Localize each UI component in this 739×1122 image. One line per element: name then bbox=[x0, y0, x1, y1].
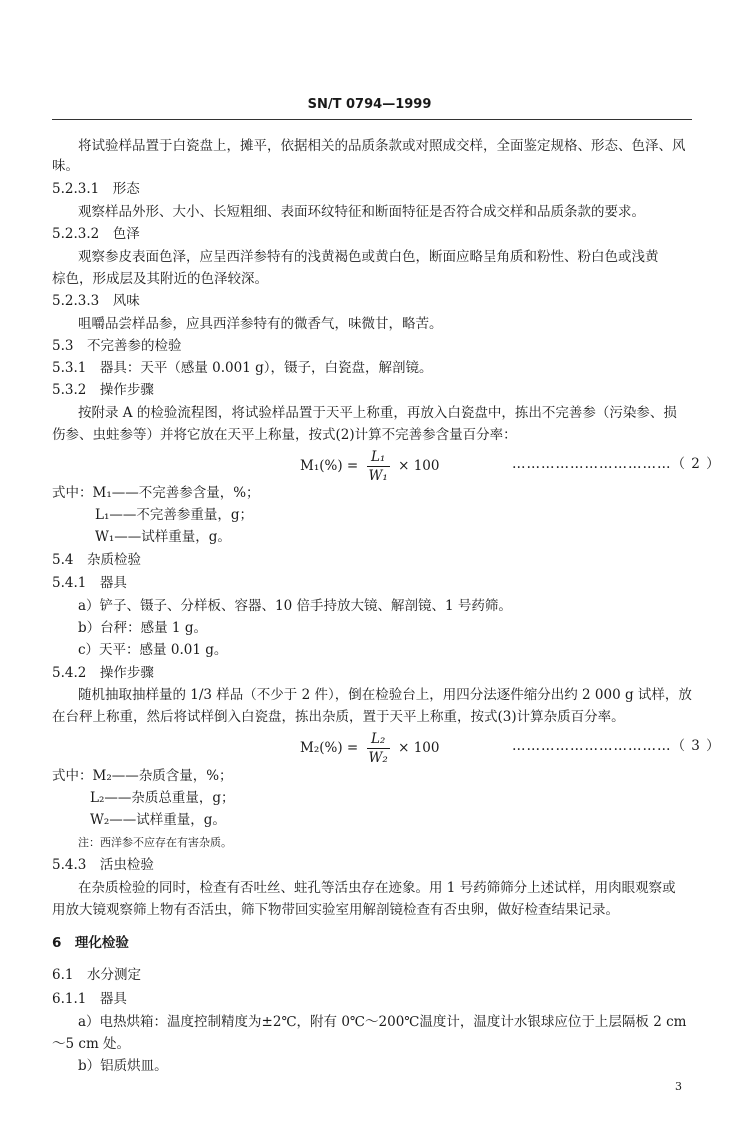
section-heading: 5.4.3 活虫检验 bbox=[52, 857, 154, 873]
where-line: L₂——杂质总重量，g； bbox=[90, 790, 235, 806]
formula-denominator: W₁ bbox=[368, 468, 388, 485]
where-line: L₁——不完善参重量，g； bbox=[95, 507, 254, 523]
list-item: c）天平：感量 0.01 g。 bbox=[78, 642, 228, 658]
formula-3 bbox=[300, 730, 439, 767]
paragraph-line: 按附录 A 的检验流程图，将试验样品置于天平上称重，再放入白瓷盘中，拣出不完善参（污染参、损 bbox=[78, 405, 677, 421]
paragraph-line: 观察样品外形、大小、长短粗细、表面环纹特征和断面特征是否符合成交样和品质条款的要求。 bbox=[78, 204, 645, 220]
page-number: 3 bbox=[675, 1080, 682, 1093]
standard-code-header: SN/T 0794—1999 bbox=[307, 97, 432, 112]
equation-number: ……………………………（ 2 ） bbox=[512, 456, 721, 472]
formula-2 bbox=[300, 448, 439, 485]
paragraph-line: 在台秤上称重，然后将试样倒入白瓷盘，拣出杂质，置于天平上称重，按式(3)计算杂质百分率。 bbox=[52, 709, 625, 725]
formula-rhs: × 100 bbox=[398, 458, 440, 475]
paragraph-line: 味。 bbox=[52, 158, 79, 174]
where-line: W₁——试样重量，g。 bbox=[95, 529, 231, 545]
paragraph-line: 伤参、虫蛀参等）并将它放在天平上称量，按式(2)计算不完善参含量百分率： bbox=[52, 427, 517, 443]
paragraph-line: 用放大镜观察筛上物有否活虫，筛下物带回实验室用解剖镜检查有否虫卵，做好检查结果记录。 bbox=[52, 902, 619, 918]
section-heading: 6.1 水分测定 bbox=[52, 967, 141, 983]
where-line: W₂——试样重量，g。 bbox=[90, 812, 226, 828]
chapter-heading: 6 理化检验 bbox=[52, 935, 129, 951]
list-item: b）台秤：感量 1 g。 bbox=[78, 620, 207, 636]
formula-numerator: L₂ bbox=[367, 730, 390, 749]
header-rule bbox=[52, 119, 692, 120]
list-item: a）铲子、镊子、分样板、容器、10 倍手持放大镜、解剖镜、1 号药筛。 bbox=[78, 598, 512, 614]
section-heading: 6.1.1 器具 bbox=[52, 991, 127, 1007]
paragraph-line: 棕色，形成层及其附近的色泽较深。 bbox=[52, 271, 268, 287]
equation-number: ……………………………（ 3 ） bbox=[512, 738, 721, 754]
paragraph-line: 将试验样品置于白瓷盘上，摊平，依据相关的品质条款或对照成交样，全面鉴定规格、形态、色泽、风 bbox=[78, 138, 686, 154]
section-heading: 5.4 杂质检验 bbox=[52, 552, 141, 568]
paragraph-line: 观察参皮表面色泽，应呈西洋参特有的浅黄褐色或黄白色，断面应略呈角质和粉性、粉白色或浅黄 bbox=[78, 249, 659, 265]
section-heading: 5.3.1 器具：天平（感量 0.001 g），镊子，白瓷盘，解剖镜。 bbox=[52, 360, 433, 376]
list-item: a）电热烘箱：温度控制精度为±2℃，附有 0℃～200℃温度计，温度计水银球应位于上层隔板 2 cm bbox=[78, 1014, 687, 1030]
formula-numerator: L₁ bbox=[367, 448, 390, 467]
paragraph-line: 随机抽取抽样量的 1/3 样品（不少于 2 件），倒在检验台上，用四分法逐件缩分出约 2 000 g 试样，放 bbox=[78, 687, 692, 703]
paragraph-line: 在杂质检验的同时，检查有否吐丝、蛀孔等活虫存在迹象。用 1 号药筛筛分上述试样，用肉眼观察或 bbox=[78, 880, 676, 896]
formula-fraction bbox=[367, 730, 390, 767]
formula-lhs: M₂(%) = bbox=[300, 740, 359, 757]
section-heading: 5.3.2 操作步骤 bbox=[52, 382, 154, 398]
list-item: ～5 cm 处。 bbox=[52, 1036, 131, 1052]
formula-lhs: M₁(%) = bbox=[300, 458, 359, 475]
section-heading: 5.2.3.1 形态 bbox=[52, 181, 140, 197]
formula-fraction bbox=[367, 448, 390, 485]
formula-rhs: × 100 bbox=[398, 740, 440, 757]
where-line: 式中：M₂——杂质含量，%； bbox=[52, 768, 233, 784]
where-line: 式中：M₁——不完善参含量，%； bbox=[52, 485, 260, 501]
section-heading: 5.4.1 器具 bbox=[52, 575, 127, 591]
note: 注：西洋参不应存在有害杂质。 bbox=[78, 836, 232, 849]
section-heading: 5.2.3.2 色泽 bbox=[52, 226, 140, 242]
paragraph-line: 咀嚼品尝样品参，应具西洋参特有的微香气，味微甘，略苦。 bbox=[78, 316, 443, 332]
section-heading: 5.4.2 操作步骤 bbox=[52, 665, 154, 681]
section-heading: 5.3 不完善参的检验 bbox=[52, 338, 182, 354]
formula-denominator: W₂ bbox=[368, 750, 388, 767]
section-heading: 5.2.3.3 风味 bbox=[52, 293, 140, 309]
list-item: b）铝质烘皿。 bbox=[78, 1058, 168, 1074]
